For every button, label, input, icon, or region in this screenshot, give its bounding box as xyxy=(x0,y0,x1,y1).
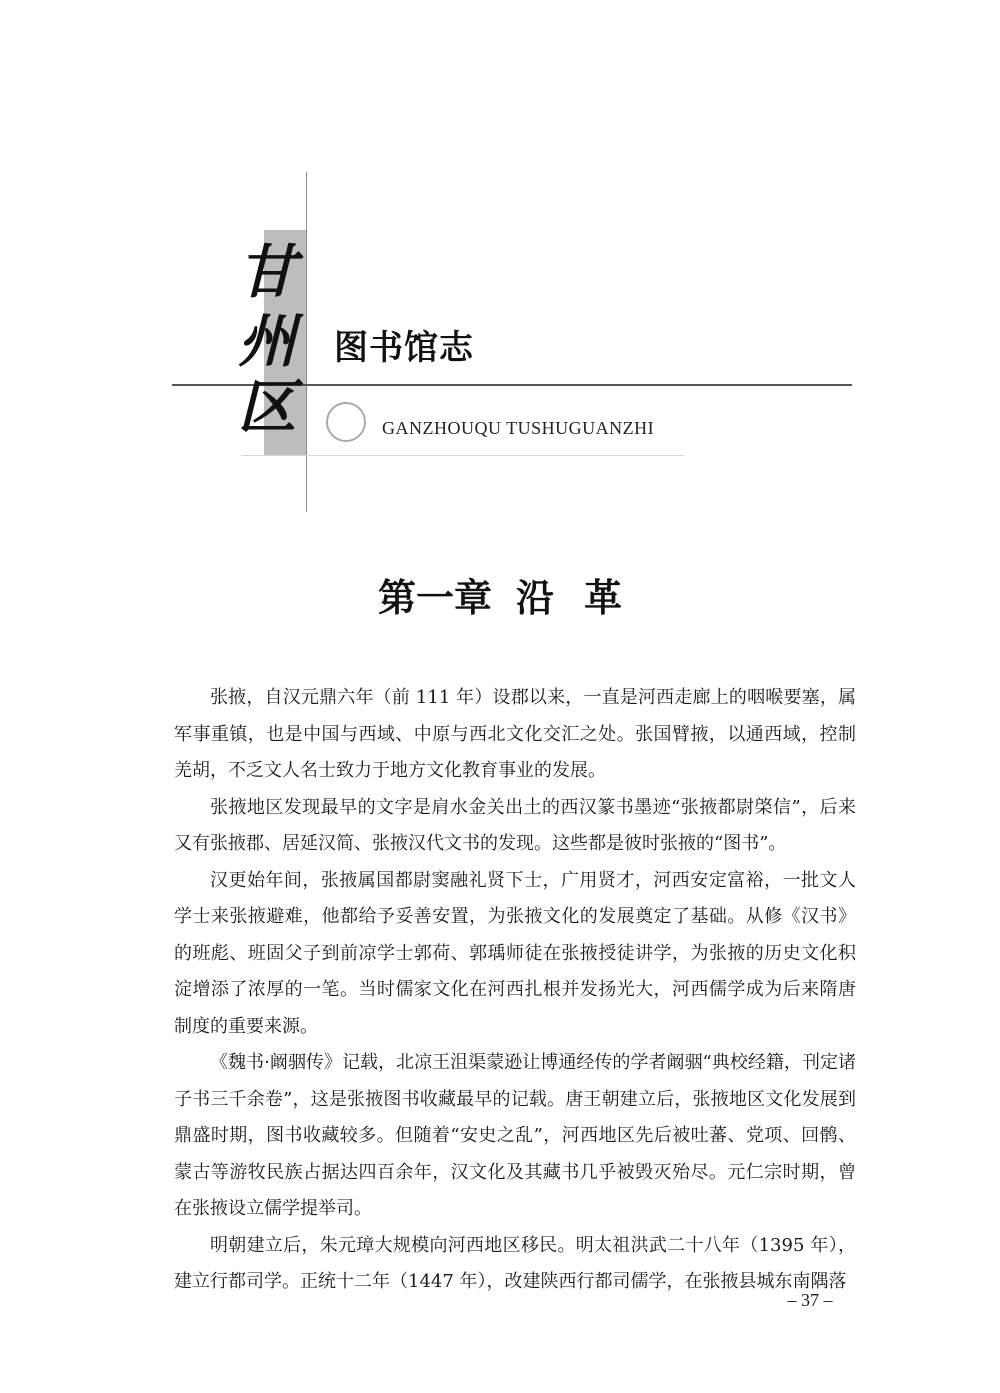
chapter-title-part2: 革 xyxy=(584,575,623,620)
paragraph: 《魏书·阚骃传》记载，北凉王沮渠蒙逊让博通经传的学者阚骃“典校经籍，刊定诸子书三千余卷”，这是张掖图书收藏最早的记载。唐王朝建立后，张掖地区文化发展到鼎盛时期，图书收藏较多。但随着“安史之乱”，河西地区先后被吐蕃、党项、回鹘、蒙古等游牧民族占据达四百余年，汉文化及其藏书几乎被毁灭殆尽。元仁宗时期，曾在张掖设立儒学提举司。 xyxy=(174,1052,856,1219)
chapter-title-part1: 沿 xyxy=(515,575,554,620)
header-sub-rule xyxy=(242,455,684,456)
brand-char-zhou: 州 xyxy=(237,307,296,375)
chapter-heading xyxy=(0,570,1000,626)
brand-char-gan: 甘 xyxy=(237,238,296,306)
paragraph: 汉更始年间，张掖属国都尉窦融礼贤下士，广用贤才，河西安定富裕，一批文人学士来张掖避难，他都给予妥善安置，为张掖文化的发展奠定了基础。从修《汉书》的班彪、班固父子到前凉学士郭荷、郭瑀师徒在张掖授徒讲学，为张掖的历史文化积淀增添了浓厚的一笔。当时儒家文化在河西扎根并发扬光大，河西儒学成为后来隋唐制度的重要来源。 xyxy=(174,869,856,1037)
book-title: 图书馆志 xyxy=(334,328,474,368)
circle-ornament-icon xyxy=(326,402,366,442)
brand-char-qu: 区 xyxy=(237,373,296,441)
book-subtitle: GANZHOUQU TUSHUGUANZHI xyxy=(382,418,655,438)
header-vertical-rule xyxy=(306,172,307,512)
page-number: – 37 – xyxy=(787,1290,833,1310)
paragraph: 明朝建立后，朱元璋大规模向河西地区移民。明太祖洪武二十八年（1395 年），建立行都司学。正统十二年（1447 年），改建陕西行都司儒学，在张掖县城东南隅落 xyxy=(174,1234,856,1292)
paragraph: 张掖，自汉元鼎六年（前 111 年）设郡以来，一直是河西走廊上的咽喉要塞，属军事重镇，也是中国与西域、中原与西北文化交汇之处。张国臂掖，以通西域，控制羌胡，不乏文人名士致力于地方文化教育事业的发展。 xyxy=(174,687,856,781)
body-text xyxy=(174,680,856,1301)
chapter-number: 第一章 xyxy=(377,575,492,620)
paragraph: 张掖地区发现最早的文字是肩水金关出土的西汉篆书墨迹“张掖都尉棨信”，后来又有张掖郡、居延汉简、张掖汉代文书的发现。这些都是彼时张掖的“图书”。 xyxy=(174,796,856,854)
